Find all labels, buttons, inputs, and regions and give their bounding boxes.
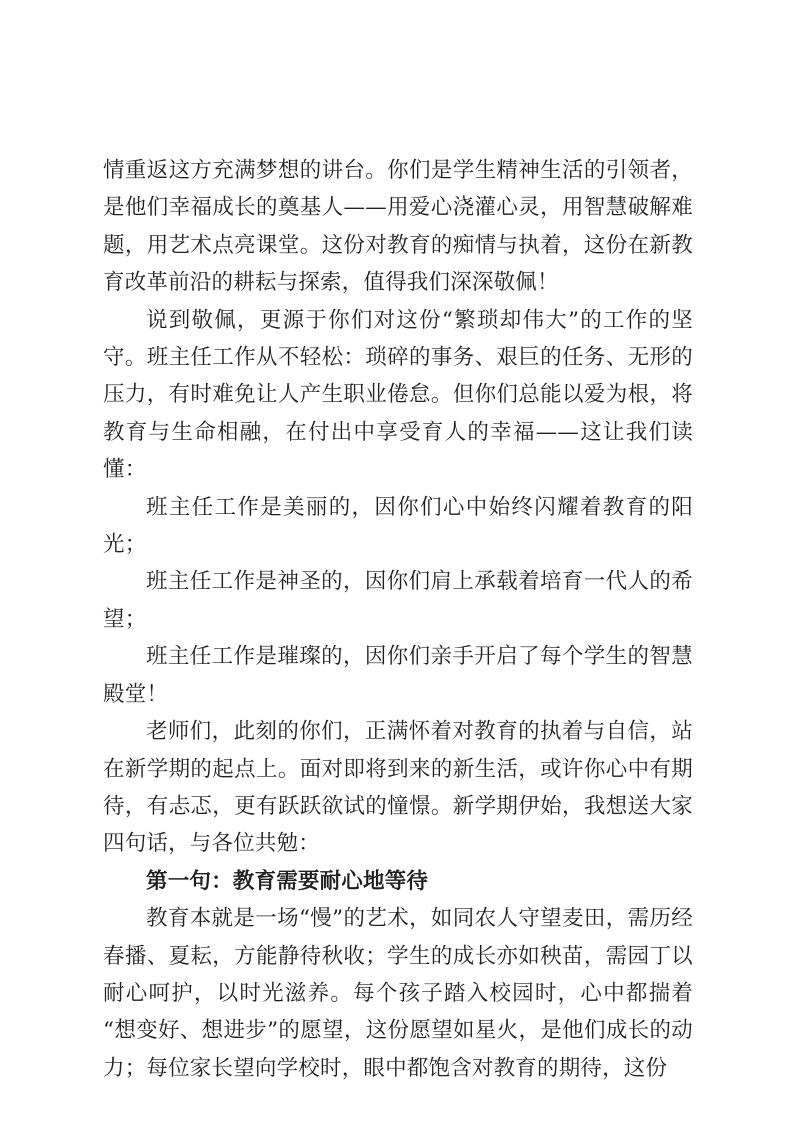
paragraph: 班主任工作是璀璨的，因你们亲手开启了每个学生的智慧殿堂！ — [103, 644, 693, 707]
paragraph: 班主任工作是神圣的，因你们肩上承载着培育一代人的希望； — [103, 569, 693, 632]
paragraph: 教育本就是一场“慢”的艺术，如同农人守望麦田，需历经春播、夏耘，方能静待秋收；学生的成长亦如秧苗，需园丁以耐心呵护，以时光滋养。每个孩子踏入校园时，心中都揣着“想变好、想进步”的愿望，这份愿望如星火，是他们成长的动力；每位家长望向学校时，眼中都饱含对教育的期待，这份 — [103, 906, 693, 1081]
paragraph: 老师们，此刻的你们，正满怀着对教育的执着与自信，站在新学期的起点上。面对即将到来的新生活，或许你心中有期待，有忐忑，更有跃跃欲试的憧憬。新学期伊始，我想送大家四句话，与各位共勉： — [103, 719, 693, 857]
section-heading: 第一句：教育需要耐心地等待 — [146, 868, 429, 894]
paragraph: 情重返这方充满梦想的讲台。你们是学生精神生活的引领者，是他们幸福成长的奠基人——用爱心浇灌心灵，用智慧破解难题，用艺术点亮课堂。这份对教育的痴情与执着，这份在新教育改革前沿的耕耘与探索，值得我们深深敬佩！ — [103, 158, 693, 296]
document-body — [103, 152, 693, 1087]
paragraph: 班主任工作是美丽的，因你们心中始终闪耀着教育的阳光； — [103, 494, 693, 558]
paragraph: 说到敬佩，更源于你们对这份“繁琐却伟大”的工作的坚守。班主任工作从不轻松：琐碎的事务、艰巨的任务、无形的压力，有时难免让人产生职业倦怠。但你们总能以爱为根，将教育与生命相融，在付出中享受育人的幸福——这让我们读懂： — [103, 307, 693, 483]
